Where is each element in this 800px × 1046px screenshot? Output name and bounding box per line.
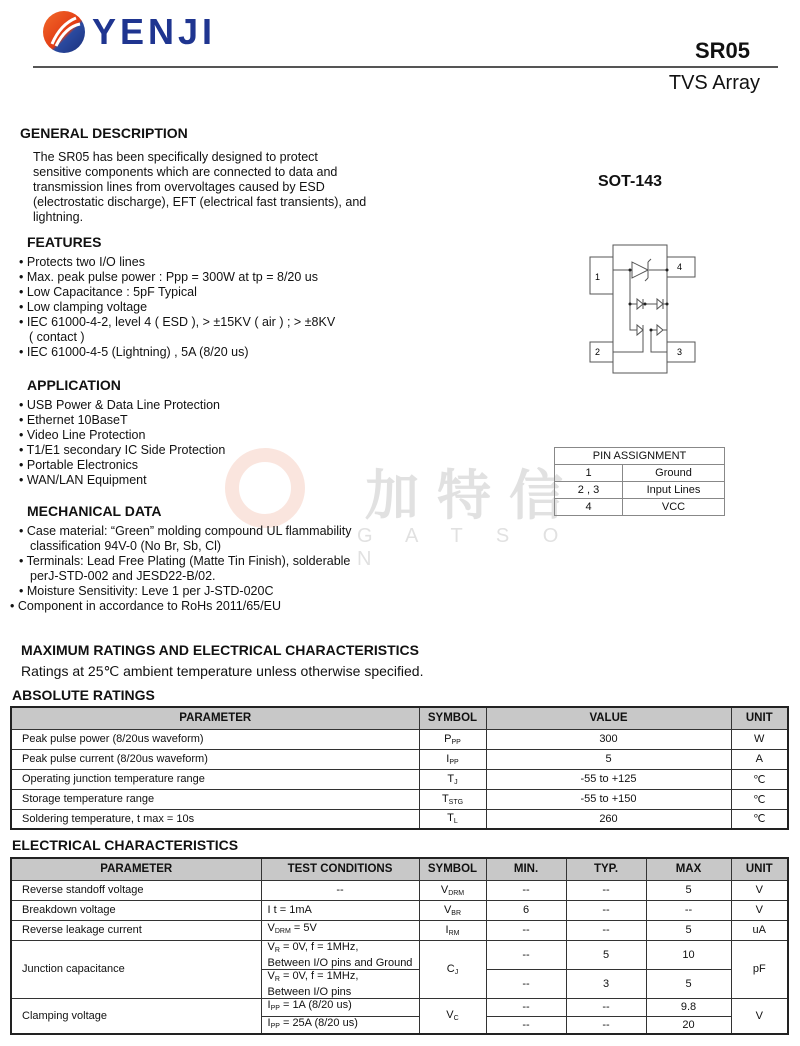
desc-line: The SR05 has been specifically designed to protect: [33, 150, 318, 164]
logo-text: YENJI: [92, 11, 217, 52]
electrical-table: [10, 857, 789, 1035]
typ: --: [566, 920, 646, 940]
value: 300: [486, 729, 731, 749]
unit: uA: [731, 920, 788, 940]
table-row: [11, 998, 788, 1016]
feature-item: • IEC 61000-4-5 (Lightning) , 5A (8/20 us): [19, 345, 335, 360]
pin-assignment-table: [554, 447, 725, 516]
col-header: PARAMETER: [11, 707, 419, 729]
pin-number: 4: [555, 499, 623, 516]
condition: $I_{PP} = 25A$ (8/20 us): [261, 1016, 419, 1034]
pin-number: 1: [555, 465, 623, 482]
unit: pF: [731, 940, 788, 998]
col-header: TYP.: [566, 858, 646, 880]
symbol: $C_J$: [419, 940, 486, 998]
min: --: [486, 880, 566, 900]
table-row: [11, 789, 788, 809]
param: Peak pulse power (8/20us waveform): [11, 729, 419, 749]
table-row: [11, 880, 788, 900]
mechanical-item-cont: classification 94V-0 (No Br, Sb, Cl): [30, 539, 222, 553]
param: Peak pulse current (8/20us waveform): [11, 749, 419, 769]
mechanical-title: MECHANICAL DATA: [27, 503, 162, 519]
condition: $I_{PP} = 1A$ (8/20 us): [261, 998, 419, 1016]
value: 260: [486, 809, 731, 829]
pin-function: Input Lines: [623, 482, 725, 499]
typ: --: [566, 900, 646, 920]
table-row: [11, 749, 788, 769]
max: 20: [646, 1016, 731, 1034]
mechanical-item-cont: perJ-STD-002 and JESD22-B/02.: [30, 569, 216, 583]
unit: V: [731, 900, 788, 920]
min: 6: [486, 900, 566, 920]
typ: 3: [566, 969, 646, 998]
symbol: $T_L$: [419, 809, 486, 829]
circuit-diagram: [585, 242, 700, 377]
watermark-cn: 加特信: [365, 466, 581, 526]
ratings-title: MAXIMUM RATINGS AND ELECTRICAL CHARACTERISTICS: [21, 642, 419, 658]
watermark-logo-icon: [225, 448, 305, 528]
table-row: [11, 940, 788, 969]
electrical-title: ELECTRICAL CHARACTERISTICS: [12, 837, 239, 853]
symbol: $V_C$: [419, 998, 486, 1034]
param: Breakdown voltage: [11, 900, 261, 920]
mechanical-item: • Terminals: Lead Free Plating (Matte Tin Finish), solderable: [10, 554, 352, 569]
desc-line: transmission lines from overvoltages caused by ESD: [33, 180, 325, 194]
pin-label: 2: [595, 347, 601, 357]
unit: V: [731, 880, 788, 900]
ratings-note: Ratings at 25℃ ambient temperature unless otherwise specified.: [21, 663, 424, 679]
pin-label: 3: [677, 347, 683, 357]
param: Operating junction temperature range: [11, 769, 419, 789]
company-logo: [42, 10, 216, 54]
unit: V: [731, 998, 788, 1034]
pin-function: Ground: [623, 465, 725, 482]
condition: --: [261, 880, 419, 900]
general-description: [33, 150, 366, 225]
col-header: UNIT: [731, 858, 788, 880]
part-subtitle: TVS Array: [668, 72, 760, 94]
col-header: MAX: [646, 858, 731, 880]
col-header: SYMBOL: [419, 707, 486, 729]
application-item: • Ethernet 10BaseT: [19, 413, 225, 428]
condition: $V_R = 0V$, f = 1MHz, Between I/O pins: [261, 969, 419, 998]
unit: A: [731, 749, 788, 769]
param: Clamping voltage: [11, 998, 261, 1034]
unit: ℃: [731, 789, 788, 809]
value: -55 to +125: [486, 769, 731, 789]
col-header: VALUE: [486, 707, 731, 729]
typ: --: [566, 998, 646, 1016]
desc-line: sensitive components which are connected to data and: [33, 165, 338, 179]
max: 5: [646, 880, 731, 900]
table-row: [11, 809, 788, 829]
pin-label: 4: [677, 262, 683, 272]
max: 9.8: [646, 998, 731, 1016]
pin-label: 1: [595, 272, 601, 282]
desc-line: lightning.: [33, 210, 84, 224]
feature-item-cont: ( contact ): [29, 330, 85, 344]
col-header: PARAMETER: [11, 858, 261, 880]
application-item: • T1/E1 secondary IC Side Protection: [19, 443, 225, 458]
col-header: TEST CONDITIONS: [261, 858, 419, 880]
feature-item: • Low Capacitance : 5pF Typical: [19, 285, 335, 300]
min: --: [486, 969, 566, 998]
application-item: • WAN/LAN Equipment: [19, 473, 225, 488]
pin-function: VCC: [623, 499, 725, 516]
table-row: [11, 920, 788, 940]
feature-item: • IEC 61000-4-2, level 4 ( ESD ), > ±15KV ( air ) ; > ±8KV: [19, 315, 335, 330]
application-item: • Portable Electronics: [19, 458, 225, 473]
col-header: UNIT: [731, 707, 788, 729]
typ: 5: [566, 940, 646, 969]
min: --: [486, 920, 566, 940]
features-list: [19, 255, 335, 360]
param: Storage temperature range: [11, 789, 419, 809]
watermark-en: G A T S O N: [357, 525, 573, 570]
typ: --: [566, 1016, 646, 1034]
min: --: [486, 940, 566, 969]
symbol: $V_{DRM}$: [419, 880, 486, 900]
col-header: SYMBOL: [419, 858, 486, 880]
table-row: [11, 729, 788, 749]
absolute-ratings-title: ABSOLUTE RATINGS: [12, 687, 155, 703]
feature-item: • Low clamping voltage: [19, 300, 335, 315]
min: --: [486, 1016, 566, 1034]
param: Reverse standoff voltage: [11, 880, 261, 900]
max: --: [646, 900, 731, 920]
table-row: [11, 769, 788, 789]
absolute-ratings-table: [10, 706, 789, 830]
mechanical-item: • Component in accordance to RoHs 2011/65/EU: [10, 599, 352, 614]
max: 5: [646, 969, 731, 998]
mechanical-list: [10, 524, 352, 614]
pin-assignment-title: PIN ASSIGNMENT: [555, 448, 725, 465]
package-name: SOT-143: [598, 173, 663, 190]
mechanical-item: • Moisture Sensitivity: Leve 1 per J-STD-020C: [10, 584, 352, 599]
unit: ℃: [731, 769, 788, 789]
feature-item: • Max. peak pulse power : Ppp = 300W at tp = 8/20 us: [19, 270, 335, 285]
param: Soldering temperature, t max = 10s: [11, 809, 419, 829]
pin-number: 2 , 3: [555, 482, 623, 499]
condition: $V_{DRM} = 5V$: [261, 920, 419, 940]
min: --: [486, 998, 566, 1016]
condition: I t = 1mA: [261, 900, 419, 920]
symbol: $V_{BR}$: [419, 900, 486, 920]
application-title: APPLICATION: [27, 377, 121, 393]
application-list: [19, 398, 225, 488]
typ: --: [566, 880, 646, 900]
symbol: $P_{PP}$: [419, 729, 486, 749]
max: 5: [646, 920, 731, 940]
value: 5: [486, 749, 731, 769]
unit: ℃: [731, 809, 788, 829]
feature-item: • Protects two I/O lines: [19, 255, 335, 270]
general-description-title: GENERAL DESCRIPTION: [20, 125, 188, 141]
symbol: $I_{RM}$: [419, 920, 486, 940]
max: 10: [646, 940, 731, 969]
desc-line: (electrostatic discharge), EFT (electrical fast transients), and: [33, 195, 367, 209]
param: Reverse leakage current: [11, 920, 261, 940]
symbol: $T_{STG}$: [419, 789, 486, 809]
logo-globe-icon: [42, 10, 86, 54]
value: -55 to +150: [486, 789, 731, 809]
application-item: • USB Power & Data Line Protection: [19, 398, 225, 413]
application-item: • Video Line Protection: [19, 428, 225, 443]
condition: $V_R = 0V$, f = 1MHz, Between I/O pins and Ground: [261, 940, 419, 969]
symbol: $T_J$: [419, 769, 486, 789]
table-row: [11, 900, 788, 920]
unit: W: [731, 729, 788, 749]
features-title: FEATURES: [27, 234, 102, 250]
param: Junction capacitance: [11, 940, 261, 998]
symbol: $I_{PP}$: [419, 749, 486, 769]
part-number: SR05: [694, 38, 750, 63]
col-header: MIN.: [486, 858, 566, 880]
header-rule: [33, 66, 778, 68]
mechanical-item: • Case material: “Green” molding compound UL flammability: [10, 524, 352, 539]
